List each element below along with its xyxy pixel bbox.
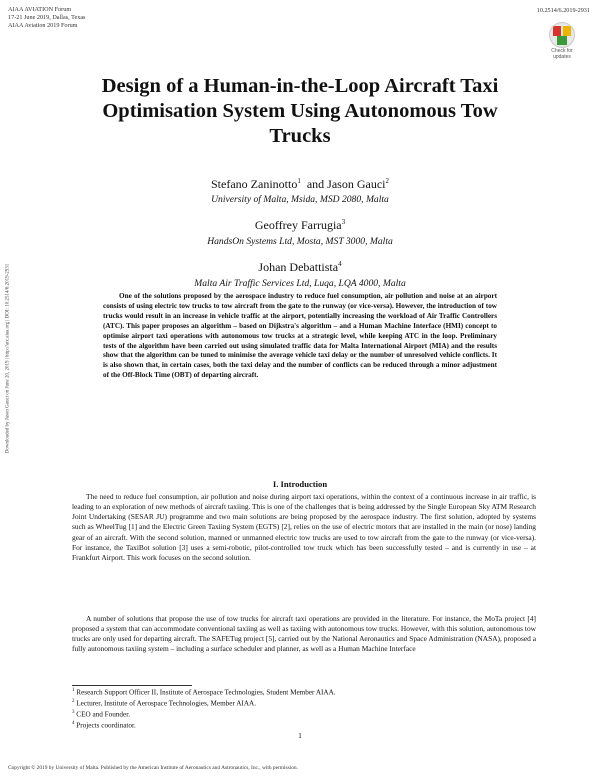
conference-header	[8, 6, 85, 30]
paper-title	[40, 74, 560, 149]
check-for-updates-label: Check for updates	[551, 48, 573, 60]
affiliation: Malta Air Traffic Services Ltd, Luqa, LQA 4000, Malta	[194, 278, 406, 289]
side-note-text: Downloaded by Jason Gauci on June 20, 2019 | http://arc.aiaa.org | DOI: 10.2514/6.2019-2931	[5, 263, 11, 454]
author-name: and Jason Gauci	[306, 177, 386, 191]
body-paragraph: A number of solutions that propose the use of tow trucks for aircraft taxi operations are provided in the literature. For instance, the MoTa project [4] proposed a system that can accommodate conventional taxiing as well as taxiing with autonomous tow trucks. However, with this solution, autonomous tow trucks are only used for departing aircraft. The SAFETug project [5], carried out by the National Aeronautics and Space Administration (NASA), proposed a fully autonomous taxiing system – including a surface scheduler and planner, as well as a Human Machine Interface	[72, 614, 536, 654]
title-line: Trucks	[269, 125, 331, 147]
author-name: Geoffrey Farrugia	[254, 218, 342, 232]
author-line: Stefano Zaninotto$^1$ and Jason Gauci$^2$	[211, 177, 389, 191]
section-heading: I. Introduction	[272, 479, 328, 489]
copyright-notice: Copyright © 2019 by University of Malta. Published by the American Institute of Aeronautics and Astronautics, Inc., with permission.	[8, 765, 298, 771]
author-line: Geoffrey Farrugia$^3$	[254, 218, 346, 232]
affiliation: HandsOn Systems Ltd, Mosta, MST 3000, Malta	[207, 236, 393, 247]
author-name: Johan Debattista	[258, 260, 339, 274]
header-line: AIAA AVIATION Forum	[8, 6, 72, 13]
footnote: $^3$ CEO and Founder.	[72, 710, 130, 719]
footnote-divider	[72, 685, 192, 686]
abstract: One of the solutions proposed by the aerospace industry to reduce fuel consumption, air pollution and noise at an airport consists of using electric tow trucks to tow aircraft from the gate to the runway (or vice-versa). However, the introduction of tow trucks would result in an increase in vehicle traffic at the airport, potentially increasing the workload of Air Traffic Controllers (ATC). This paper proposes an algorithm – based on Dijkstra's algorithm – and a Human Machine Interface (HMI) concept to optimise airport taxi operations with autonomous tow trucks at a strategic level, while keeping ATC in the loop. Preliminary tests of the algorithm have been carried out using simulated traffic data for Malta International Airport (MIA) and the results show that the algorithm can be tuned to minimise the average vehicle taxi delay or the number of unresolved vehicle conflicts. It is also shown that, in certain cases, both the taxi delay and the number of conflicts can be reduced through a minor adjustment of the Off-Block Time (OBT) of departing aircraft.	[103, 292, 497, 380]
crossmark-icon	[549, 22, 575, 48]
body-paragraph: The need to reduce fuel consumption, air pollution and noise during airport taxi operations, within the context of a continuous increase in air traffic, is leading to an exploration of new methods of aircraft taxiing. This is one of the challenges that is being addressed by the Single European Sky ATM Research Joint Undertaking (SESAR JU) programme and two main solutions are being proposed by the aerospace industry. The first solution, adopted by systems such as WheelTug [1] and the Electric Green Taxiing System (EGTS) [2], relies on the use of electric motors that are installed in the main (or nose) landing gear of an aircraft. With the second solution, manned or unmanned electric tow trucks are used to tow aircraft from the gate to the runway (or vice-versa). For instance, the TaxiBot solution [3] uses a semi-robotic, pilot-controlled tow truck which has been successfully tested – and is currently in use – at Frankfurt Airport. This work focuses on the second solution.	[72, 492, 536, 562]
check-for-updates-badge[interactable]	[548, 22, 576, 58]
footnote: $^1$ Research Support Officer II, Institute of Aerospace Technologies, Student Member AIAA.	[72, 688, 336, 697]
title-line: Design of a Human-in-the-Loop Aircraft Taxi	[101, 75, 499, 97]
page-number: 1	[298, 731, 302, 740]
footnote: $^2$ Lecturer, Institute of Aerospace Technologies, Member AIAA.	[72, 699, 256, 708]
affiliation: University of Malta, Msida, MSD 2080, Malta	[211, 194, 389, 205]
header-line: AIAA Aviation 2019 Forum	[8, 22, 78, 29]
header-line: 17-21 June 2019, Dallas, Texas	[8, 14, 86, 21]
author-name: Stefano Zaninotto	[211, 177, 298, 191]
title-line: Optimisation System Using Autonomous Tow	[102, 100, 498, 122]
footnote: $^4$ Projects coordinator.	[72, 721, 136, 730]
doi-label[interactable]: 10.2514/6.2019-2931	[536, 7, 590, 14]
author-line: Johan Debattista$^4$	[258, 260, 342, 274]
